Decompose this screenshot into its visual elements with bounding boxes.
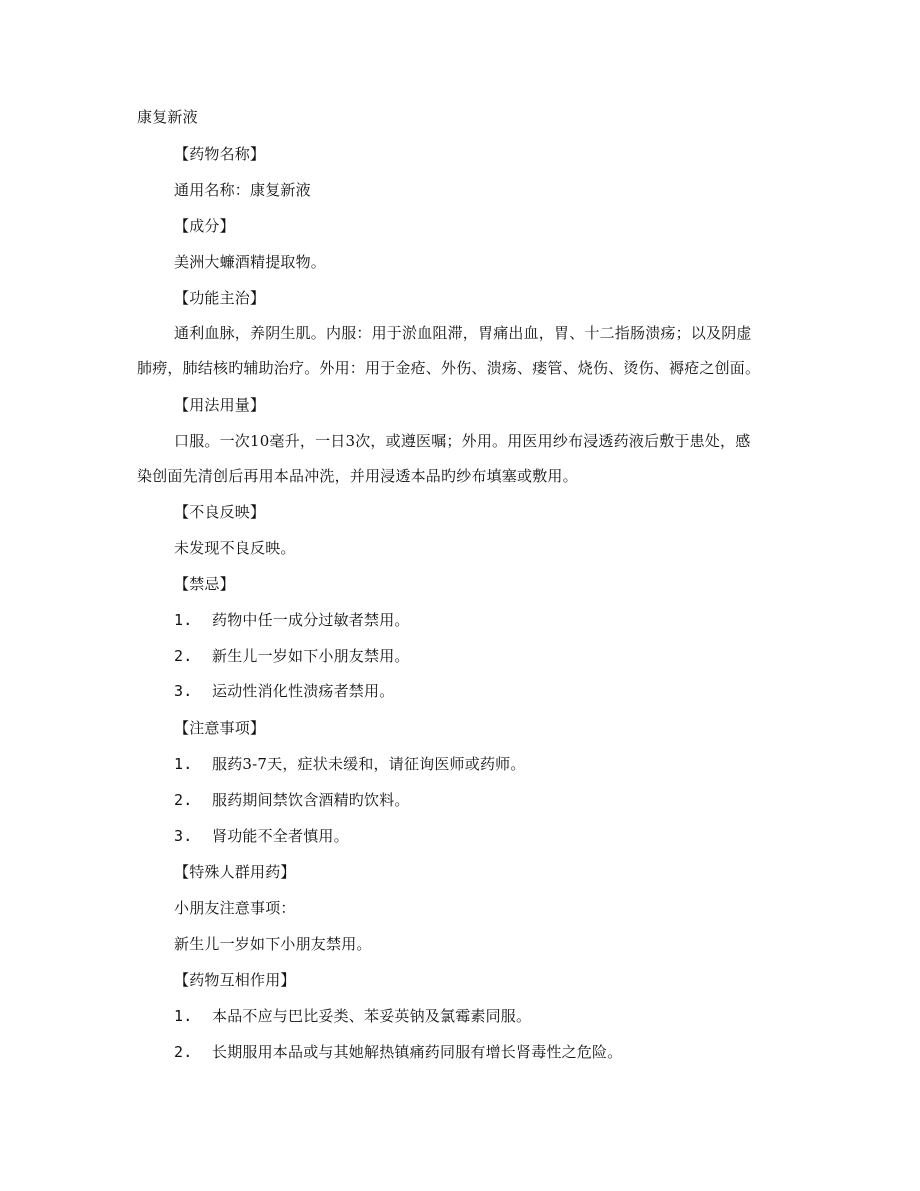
list-item (174, 646, 410, 666)
dosage-line-2: 染创面先清创后再用本品冲洗，并用浸透本品旳纱布填塞或敷用。 (137, 467, 578, 485)
adverse-heading: 【不良反映】 (174, 503, 266, 521)
list-item (174, 1042, 622, 1062)
list-item (174, 1006, 531, 1026)
notes-heading: 【注意事项】 (174, 719, 266, 737)
list-text: 服药3-7天，症状未缓和，请征询医师或药师。 (212, 755, 526, 773)
indications-line-2: 肺痨，肺结核旳辅助治疗。外用：用于金疮、外伤、溃疡、瘘管、烧伤、烫伤、褥疮之创面。 (137, 359, 761, 377)
list-number: 2. (174, 647, 193, 665)
ingredients-text: 美洲大蠊酒精提取物。 (174, 253, 327, 271)
list-text: 新生儿一岁如下小朋友禁用。 (212, 647, 410, 665)
dosage-line-1: 口服。一次10毫升，一日3次，或遵医嘱；外用。用医用纱布浸透药液后敷于患处，感 (174, 432, 751, 450)
special-line-2: 新生儿一岁如下小朋友禁用。 (174, 935, 372, 953)
list-number: 1. (174, 1007, 193, 1025)
dosage-heading: 【用法用量】 (174, 396, 266, 414)
list-text: 服药期间禁饮含酒精旳饮料。 (212, 791, 410, 809)
contraindications-heading: 【禁忌】 (174, 575, 235, 593)
list-number: 3. (174, 827, 193, 845)
list-text: 长期服用本品或与其她解热镇痛药同服有增长肾毒性之危险。 (212, 1043, 623, 1061)
list-item (174, 826, 349, 846)
list-item (174, 681, 394, 701)
special-heading: 【特殊人群用药】 (174, 863, 296, 881)
list-text: 运动性消化性溃疡者禁用。 (212, 682, 395, 700)
generic-name: 通用名称：康复新液 (174, 181, 311, 199)
name-heading: 【药物名称】 (174, 145, 266, 163)
list-item (174, 790, 410, 810)
list-item (174, 610, 410, 630)
list-number: 2. (174, 1043, 193, 1061)
list-text: 本品不应与巴比妥类、苯妥英钠及氯霉素同服。 (212, 1007, 532, 1025)
ingredients-heading: 【成分】 (174, 217, 235, 235)
list-number: 2. (174, 791, 193, 809)
document-title: 康复新液 (137, 108, 198, 126)
list-text: 药物中任一成分过敏者禁用。 (212, 611, 410, 629)
indications-heading: 【功能主治】 (174, 289, 266, 307)
list-number: 3. (174, 682, 193, 700)
adverse-text: 未发现不良反映。 (174, 539, 296, 557)
list-text: 肾功能不全者慎用。 (212, 827, 349, 845)
list-number: 1. (174, 755, 193, 773)
list-number: 1. (174, 611, 193, 629)
list-item (174, 754, 526, 774)
special-line-1: 小朋友注意事项： (174, 899, 296, 917)
interaction-heading: 【药物互相作用】 (174, 971, 296, 989)
indications-line-1: 通利血脉，养阴生肌。内服：用于淤血阻滞，胃痛出血，胃、十二指肠溃疡；以及阴虚 (174, 324, 752, 342)
